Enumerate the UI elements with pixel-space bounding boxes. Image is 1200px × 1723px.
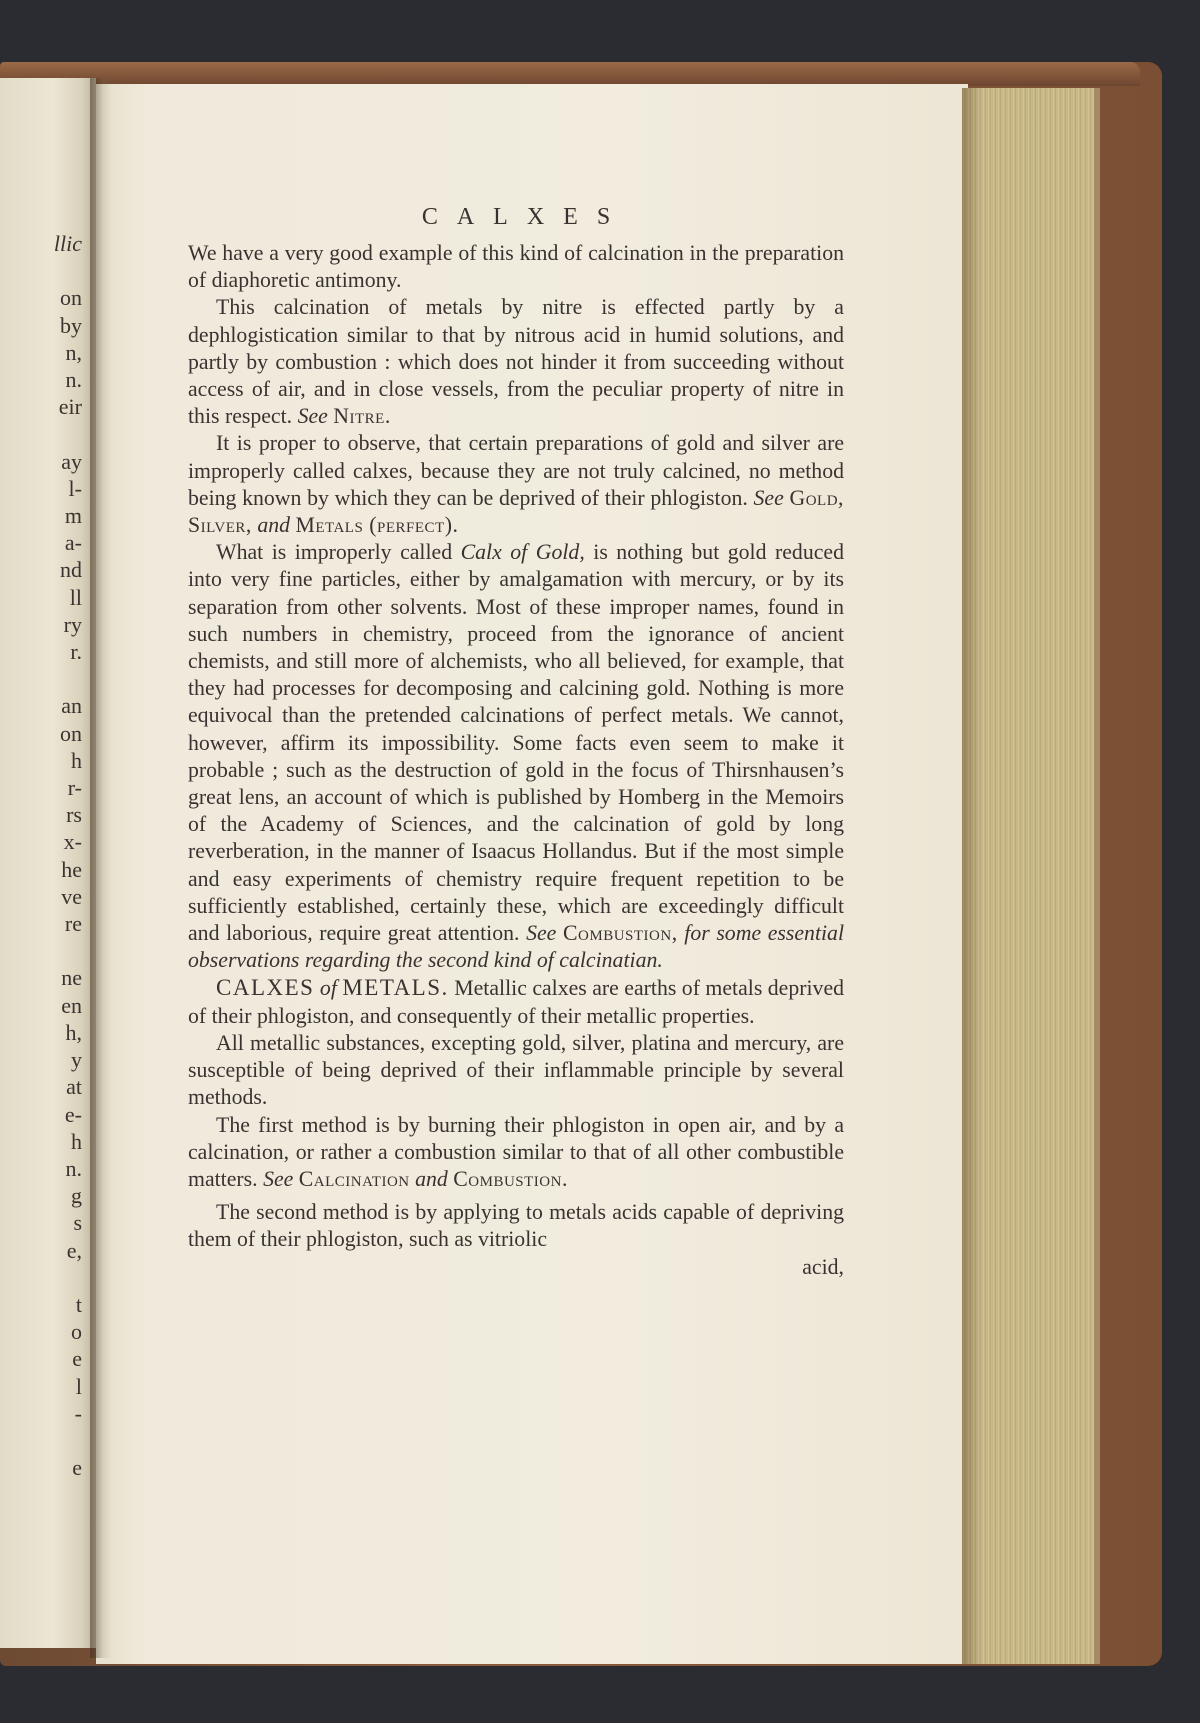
left-page-line-fragment: ry: [63, 611, 82, 637]
see-reference: See: [526, 921, 557, 946]
paragraph-4-text-b: is nothing but gold reduced into very fine particles, either by amalgamation with mercury, or by its separation from other solvents. Most of these improper names, found in such numbers in chemistry, proceed from the ignorance of ancient chemists, and still more of alchemists, who all believed, for example, that they had processes for decomposing and calcining gold. Nothing is more equivocal than the pretended calcinations of perfect metals. We cannot, however, affirm its impossibility. Some facts even seem to make it probable ; such as the destruction of gold in the focus of Thirsnhausen’s great lens, an account of which is published by Homberg in the Memoirs of the Academy of Sciences, and the calcination of gold by long reverberation, in the manner of Isaacus Hollandus. But if the most simple and easy experiments of chemistry require frequent repetition to be sufficiently established, certainly these, which are exceedingly difficult and laborious, require great attention.: [188, 540, 844, 946]
cross-reference-combustion: Combustion,: [562, 921, 678, 946]
left-page-line-fragment: n.: [65, 367, 82, 393]
left-page-line-fragment: eir: [58, 394, 82, 420]
paragraph-1-text: We have a very good example of this kind of calcination in the preparation of diaphoretic antimony.: [188, 241, 844, 293]
paragraph-8: [188, 1199, 844, 1253]
left-page-line-fragment: [12, 1264, 82, 1291]
entry-heading-of: of: [319, 976, 337, 1001]
paragraph-8-text: The second method is by applying to metals acids capable of depriving them of their phlogiston, such as vitriolic: [188, 1200, 844, 1252]
calx-of-gold-term: Calx of Gold,: [460, 540, 585, 565]
left-page-line-fragment: rs: [66, 802, 82, 828]
left-page-line-fragment: s: [73, 1210, 82, 1236]
page-fore-edges: [962, 88, 1100, 1664]
paragraph-4: [188, 539, 844, 974]
left-page-line-fragment: [12, 1427, 82, 1454]
running-head: CALXES: [421, 204, 630, 230]
paragraph-3: [188, 430, 844, 539]
paragraph-6: [188, 1030, 844, 1112]
left-page-line-fragment: by: [60, 312, 82, 338]
left-page-line-fragment: [12, 937, 82, 964]
left-page: [0, 78, 96, 1648]
left-page-line-fragment: on: [60, 285, 82, 311]
paragraph-7: [188, 1112, 844, 1194]
paragraph-4-text-a: What is improperly called: [216, 540, 453, 565]
left-page-line-fragment: a-: [64, 530, 82, 556]
cross-reference-nitre: Nitre.: [333, 404, 391, 429]
left-page-line-fragment: h: [71, 1128, 82, 1154]
page-edge-shadow: [962, 88, 982, 1664]
left-page-line-fragment: h: [71, 747, 82, 773]
see-reference: See: [753, 485, 784, 510]
page-text: [188, 202, 844, 1281]
book-cover-top-edge: [0, 62, 1140, 86]
left-page-line-fragment: r.: [70, 639, 82, 665]
left-page-line-fragment: e: [72, 1346, 82, 1372]
left-page-line-fragment: r-: [67, 775, 82, 801]
left-page-line-fragment: at: [66, 1074, 82, 1100]
paragraph-4-italic-tail: for some essential observations regarding the second kind of calcinatian.: [188, 921, 845, 973]
paragraph-7-text: The first method is by burning their phlogiston in open air, and by a calcination, or rather a combustion similar to that of all other combustible matters.: [188, 1112, 844, 1191]
left-page-line-fragment: g: [71, 1183, 82, 1209]
cross-reference-gold-silver: Gold, Silver,: [188, 485, 844, 538]
left-page-line-fragment: n,: [65, 339, 82, 365]
paragraph-2: [188, 294, 844, 430]
left-page-line-fragment: ay: [61, 448, 82, 474]
paragraph-2-text: This calcination of metals by nitre is effected partly by a dephlogistication similar to that by nitrous acid in humid solutions, and partly by combustion : which does not hinder it from succeeding without access of air, and in close vessels, from the peculiar property of nitre in this respect.: [188, 295, 844, 429]
cross-reference-calcination: Calcination: [298, 1166, 410, 1191]
left-page-line-fragment: he: [61, 856, 82, 882]
paragraph-5-text: Metallic calxes are earths of metals deprived of their phlogiston, and consequently of their metallic properties.: [188, 976, 845, 1028]
catchword: acid,: [802, 1254, 844, 1279]
left-page-line-fragment: on: [60, 720, 82, 746]
left-page-text-fragments: [12, 230, 82, 1481]
left-page-line-fragment: [12, 420, 82, 447]
left-page-line-fragment: -: [74, 1400, 82, 1426]
left-page-line-fragment: an: [61, 693, 82, 719]
left-page-line-fragment: t: [75, 1291, 82, 1317]
book-gutter: [90, 78, 112, 1658]
paragraph-6-text: All metallic substances, excepting gold, silver, platina and mercury, are susceptible of being deprived of their inflammable principle by several methods.: [188, 1030, 844, 1110]
entry-heading-metals: METALS.: [342, 975, 449, 1001]
paragraph-3-text: It is proper to observe, that certain preparations of gold and silver are improperly called calxes, because they are not truly calcined, no method being known by which they can be deprived of their phlogiston.: [188, 431, 844, 510]
paragraph-5: [188, 974, 844, 1029]
left-page-line-fragment: [12, 665, 82, 692]
left-page-line-fragment: y: [71, 1047, 82, 1073]
and-connector: and: [415, 1166, 448, 1191]
left-page-line-fragment: e: [72, 1455, 82, 1481]
and-connector: and: [257, 513, 291, 538]
entry-heading-calxes: CALXES: [216, 975, 315, 1001]
cross-reference-metals: Metals (perfect).: [295, 513, 459, 538]
see-reference: See: [297, 404, 328, 429]
left-page-line-fragment: l: [75, 1373, 82, 1399]
left-page-line-fragment: ve: [61, 883, 82, 909]
see-reference: See: [263, 1166, 294, 1191]
left-page-line-fragment: x-: [63, 829, 82, 855]
left-page-line-fragment: llic: [53, 231, 82, 256]
left-page-line-fragment: n.: [65, 1155, 82, 1181]
left-page-line-fragment: ll: [69, 584, 82, 610]
left-page-line-fragment: e,: [66, 1237, 82, 1263]
left-page-line-fragment: m: [64, 503, 82, 529]
paragraph-1: [188, 240, 844, 294]
left-page-line-fragment: ne: [61, 965, 82, 991]
cross-reference-combustion-2: Combustion.: [453, 1166, 568, 1191]
left-page-line-fragment: l-: [68, 475, 82, 501]
left-page-line-fragment: re: [64, 911, 82, 937]
left-page-line-fragment: nd: [60, 557, 82, 583]
left-page-line-fragment: en: [61, 992, 82, 1018]
left-page-line-fragment: h,: [65, 1019, 82, 1045]
left-page-line-fragment: [12, 257, 82, 284]
left-page-line-fragment: e-: [64, 1101, 82, 1127]
left-page-line-fragment: o: [71, 1319, 82, 1345]
